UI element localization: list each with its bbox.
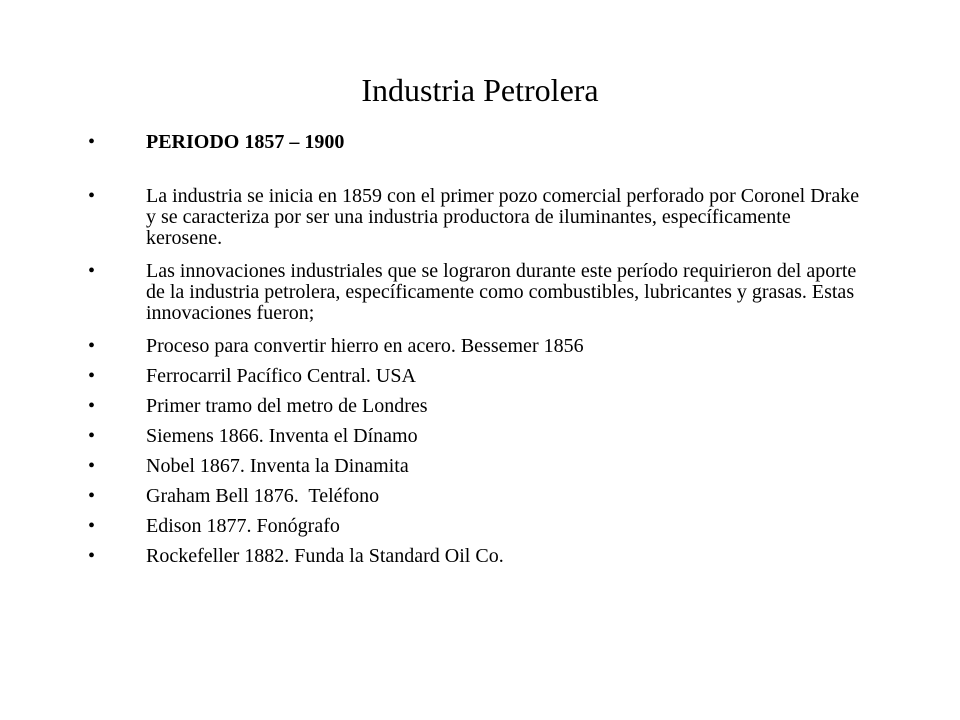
- bullet-text: Las innovaciones industriales que se lograron durante este período requirieron del aporte de la industria petrolera, específicamente como combustibles, lubricantes y grasas. Estas innovaciones fueron;: [146, 260, 857, 324]
- bullet-icon: •: [88, 545, 96, 567]
- bullet-icon: •: [88, 395, 96, 417]
- bullet-text: Siemens 1866. Inventa el Dínamo: [146, 425, 418, 447]
- bullet-icon: •: [88, 485, 96, 507]
- bullet-icon: •: [88, 455, 96, 477]
- slide-title: Industria Petrolera: [361, 72, 599, 108]
- list-item: [88, 456, 868, 477]
- bullet-text: Rockefeller 1882. Funda la Standard Oil Co.: [146, 545, 504, 567]
- bullet-text: Nobel 1867. Inventa la Dinamita: [146, 455, 409, 477]
- period-heading: PERIODO 1857 – 1900: [146, 131, 345, 153]
- bullet-icon: •: [88, 185, 96, 207]
- list-item: [88, 132, 868, 153]
- bullet-icon: •: [88, 260, 96, 282]
- list-item: [88, 546, 868, 567]
- bullet-text: La industria se inicia en 1859 con el primer pozo comercial perforado por Coronel Drake y se caracteriza por ser una industria productora de iluminantes, específicamente kerosene.: [146, 185, 860, 249]
- bullet-text: Proceso para convertir hierro en acero. Bessemer 1856: [146, 335, 584, 357]
- list-item: [88, 396, 868, 417]
- bullet-icon: •: [88, 365, 96, 387]
- list-item: [88, 486, 868, 507]
- bullet-icon: •: [88, 335, 96, 357]
- list-item: [88, 516, 868, 537]
- bullet-text: Primer tramo del metro de Londres: [146, 395, 428, 417]
- list-item: [88, 261, 868, 324]
- list-item: [88, 426, 868, 447]
- bullet-icon: •: [88, 515, 96, 537]
- bullet-icon: •: [88, 131, 96, 153]
- bullet-icon: •: [88, 425, 96, 447]
- list-item: [88, 366, 868, 387]
- bullet-list: [88, 132, 868, 567]
- bullet-text: Ferrocarril Pacífico Central. USA: [146, 365, 416, 387]
- list-item: [88, 336, 868, 357]
- bullet-text: Graham Bell 1876. Teléfono: [146, 485, 380, 507]
- list-item: [88, 186, 868, 249]
- bullet-text: Edison 1877. Fonógrafo: [146, 515, 340, 537]
